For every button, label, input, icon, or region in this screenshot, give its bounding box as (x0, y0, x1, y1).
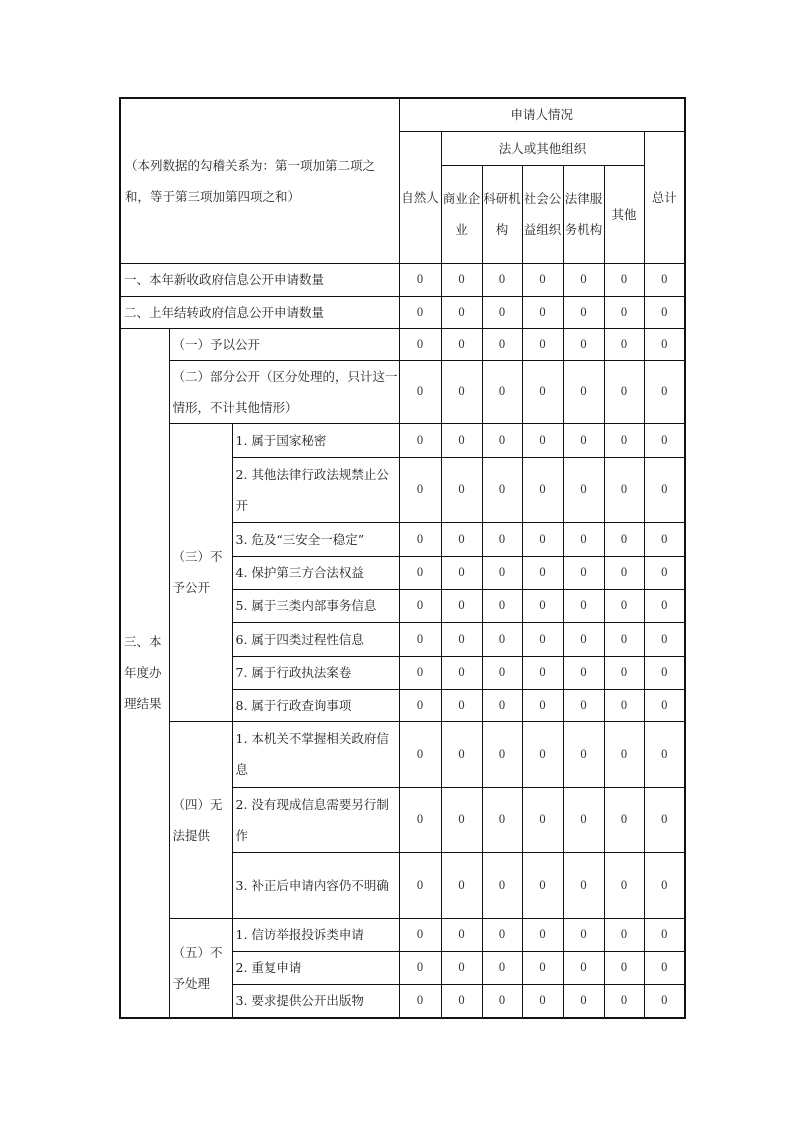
value-cell: 0 (563, 328, 604, 360)
value-cell: 0 (482, 589, 522, 622)
value-cell: 0 (563, 622, 604, 656)
sub-row-label: 2. 重复申请 (232, 951, 399, 984)
value-cell: 0 (482, 556, 522, 589)
value-cell: 0 (604, 556, 644, 589)
value-cell: 0 (399, 328, 441, 360)
value-cell: 0 (604, 787, 644, 852)
value-cell: 0 (399, 689, 441, 721)
sub-row-label: 6. 属于四类过程性信息 (232, 622, 399, 656)
total-value-cell: 0 (644, 589, 685, 622)
total-value-cell: 0 (644, 328, 685, 360)
total-value-cell: 0 (644, 296, 685, 328)
value-cell: 0 (399, 984, 441, 1018)
value-cell: 0 (522, 656, 563, 689)
value-cell: 0 (563, 263, 604, 296)
value-cell: 0 (563, 457, 604, 522)
value-cell: 0 (482, 423, 522, 457)
value-cell: 0 (482, 918, 522, 951)
value-cell: 0 (441, 918, 482, 951)
value-cell: 0 (604, 951, 644, 984)
table-row (120, 360, 685, 423)
total-value-cell: 0 (644, 721, 685, 787)
value-cell: 0 (604, 689, 644, 721)
natural-person-header: 自然人 (399, 131, 441, 263)
total-value-cell: 0 (644, 984, 685, 1018)
value-cell: 0 (522, 589, 563, 622)
value-cell: 0 (441, 951, 482, 984)
total-value-cell: 0 (644, 263, 685, 296)
value-cell: 0 (522, 622, 563, 656)
value-cell: 0 (399, 787, 441, 852)
value-cell: 0 (522, 918, 563, 951)
value-cell: 0 (563, 951, 604, 984)
value-cell: 0 (604, 522, 644, 556)
value-cell: 0 (604, 457, 644, 522)
value-cell: 0 (563, 423, 604, 457)
value-cell: 0 (482, 721, 522, 787)
value-cell: 0 (522, 787, 563, 852)
government-info-disclosure-table (119, 97, 686, 1019)
sub-row-label: 2. 没有现成信息需要另行制作 (232, 787, 399, 852)
value-cell: 0 (522, 522, 563, 556)
value-cell: 0 (441, 263, 482, 296)
value-cell: 0 (604, 328, 644, 360)
value-cell: 0 (441, 721, 482, 787)
legal-service-org-header: 法律服务机构 (563, 165, 604, 263)
total-value-cell: 0 (644, 787, 685, 852)
sub-row-label: 1. 属于国家秘密 (232, 423, 399, 457)
legal-entities-header: 法人或其他组织 (441, 131, 644, 165)
value-cell: 0 (441, 556, 482, 589)
group-label-not-disclosed: （三）不予公开 (169, 423, 232, 721)
value-cell: 0 (441, 689, 482, 721)
row-label-disclosed: （一）予以公开 (169, 328, 399, 360)
value-cell: 0 (482, 296, 522, 328)
value-cell: 0 (441, 423, 482, 457)
value-cell: 0 (563, 689, 604, 721)
value-cell: 0 (522, 328, 563, 360)
total-value-cell: 0 (644, 689, 685, 721)
public-welfare-org-header: 社会公益组织 (522, 165, 563, 263)
value-cell: 0 (399, 589, 441, 622)
value-cell: 0 (482, 328, 522, 360)
value-cell: 0 (399, 457, 441, 522)
row-label-partially-disclosed: （二）部分公开（区分处理的，只计这一情形，不计其他情形） (169, 360, 399, 423)
value-cell: 0 (563, 360, 604, 423)
value-cell: 0 (563, 721, 604, 787)
value-cell: 0 (441, 622, 482, 656)
table-row (120, 263, 685, 296)
value-cell: 0 (441, 457, 482, 522)
table-row (120, 328, 685, 360)
value-cell: 0 (399, 522, 441, 556)
sub-row-label: 8. 属于行政查询事项 (232, 689, 399, 721)
value-cell: 0 (399, 721, 441, 787)
value-cell: 0 (604, 423, 644, 457)
value-cell: 0 (522, 556, 563, 589)
table-row (120, 721, 685, 787)
value-cell: 0 (482, 787, 522, 852)
value-cell: 0 (604, 296, 644, 328)
group-label-not-processed: （五）不予处理 (169, 918, 232, 1018)
research-institution-header: 科研机构 (482, 165, 522, 263)
value-cell: 0 (399, 296, 441, 328)
value-cell: 0 (441, 296, 482, 328)
value-cell: 0 (399, 556, 441, 589)
value-cell: 0 (563, 852, 604, 918)
value-cell: 0 (604, 918, 644, 951)
other-org-header: 其他 (604, 165, 644, 263)
value-cell: 0 (604, 656, 644, 689)
value-cell: 0 (482, 622, 522, 656)
value-cell: 0 (441, 852, 482, 918)
value-cell: 0 (563, 787, 604, 852)
applicant-situation-header: 申请人情况 (399, 98, 685, 131)
total-value-cell: 0 (644, 951, 685, 984)
value-cell: 0 (441, 589, 482, 622)
value-cell: 0 (441, 328, 482, 360)
value-cell: 0 (399, 423, 441, 457)
sub-row-label: 3. 危及“三安全一稳定” (232, 522, 399, 556)
value-cell: 0 (604, 589, 644, 622)
value-cell: 0 (604, 852, 644, 918)
table-row (120, 918, 685, 951)
sub-row-label: 4. 保护第三方合法权益 (232, 556, 399, 589)
total-value-cell: 0 (644, 360, 685, 423)
relationship-note: （本列数据的勾稽关系为：第一项加第二项之和，等于第三项加第四项之和） (120, 98, 399, 263)
value-cell: 0 (522, 360, 563, 423)
value-cell: 0 (604, 721, 644, 787)
value-cell: 0 (399, 360, 441, 423)
sub-row-label: 1. 本机关不掌握相关政府信息 (232, 721, 399, 787)
value-cell: 0 (482, 457, 522, 522)
value-cell: 0 (604, 984, 644, 1018)
table-row (120, 296, 685, 328)
total-value-cell: 0 (644, 522, 685, 556)
value-cell: 0 (522, 296, 563, 328)
value-cell: 0 (482, 656, 522, 689)
value-cell: 0 (522, 423, 563, 457)
value-cell: 0 (482, 689, 522, 721)
value-cell: 0 (563, 589, 604, 622)
total-value-cell: 0 (644, 457, 685, 522)
total-value-cell: 0 (644, 622, 685, 656)
value-cell: 0 (563, 296, 604, 328)
total-value-cell: 0 (644, 852, 685, 918)
value-cell: 0 (482, 984, 522, 1018)
value-cell: 0 (441, 787, 482, 852)
value-cell: 0 (399, 656, 441, 689)
value-cell: 0 (522, 852, 563, 918)
value-cell: 0 (441, 360, 482, 423)
total-value-cell: 0 (644, 656, 685, 689)
value-cell: 0 (563, 918, 604, 951)
value-cell: 0 (604, 360, 644, 423)
value-cell: 0 (482, 951, 522, 984)
sub-row-label: 1. 信访举报投诉类申请 (232, 918, 399, 951)
value-cell: 0 (522, 951, 563, 984)
value-cell: 0 (399, 918, 441, 951)
value-cell: 0 (563, 656, 604, 689)
commercial-enterprise-header: 商业企业 (441, 165, 482, 263)
total-header: 总计 (644, 131, 685, 263)
value-cell: 0 (482, 852, 522, 918)
sub-row-label: 5. 属于三类内部事务信息 (232, 589, 399, 622)
value-cell: 0 (399, 263, 441, 296)
value-cell: 0 (441, 984, 482, 1018)
value-cell: 0 (522, 263, 563, 296)
value-cell: 0 (522, 457, 563, 522)
row-label-carried-over: 二、上年结转政府信息公开申请数量 (120, 296, 399, 328)
value-cell: 0 (441, 522, 482, 556)
value-cell: 0 (399, 622, 441, 656)
sub-row-label: 2. 其他法律行政法规禁止公开 (232, 457, 399, 522)
total-value-cell: 0 (644, 918, 685, 951)
value-cell: 0 (482, 522, 522, 556)
value-cell: 0 (563, 522, 604, 556)
row-label-new-requests: 一、本年新收政府信息公开申请数量 (120, 263, 399, 296)
value-cell: 0 (563, 556, 604, 589)
sub-row-label: 7. 属于行政执法案卷 (232, 656, 399, 689)
value-cell: 0 (604, 263, 644, 296)
sub-row-label: 3. 补正后申请内容仍不明确 (232, 852, 399, 918)
value-cell: 0 (482, 360, 522, 423)
value-cell: 0 (604, 622, 644, 656)
value-cell: 0 (399, 951, 441, 984)
group-label-cannot-provide: （四）无法提供 (169, 721, 232, 918)
value-cell: 0 (522, 984, 563, 1018)
value-cell: 0 (482, 263, 522, 296)
total-value-cell: 0 (644, 423, 685, 457)
value-cell: 0 (522, 689, 563, 721)
total-value-cell: 0 (644, 556, 685, 589)
sub-row-label: 3. 要求提供公开出版物 (232, 984, 399, 1018)
value-cell: 0 (399, 852, 441, 918)
value-cell: 0 (563, 984, 604, 1018)
value-cell: 0 (522, 721, 563, 787)
table-row (120, 423, 685, 457)
value-cell: 0 (441, 656, 482, 689)
section-label-results: 三、本年度办理结果 (120, 328, 169, 1018)
